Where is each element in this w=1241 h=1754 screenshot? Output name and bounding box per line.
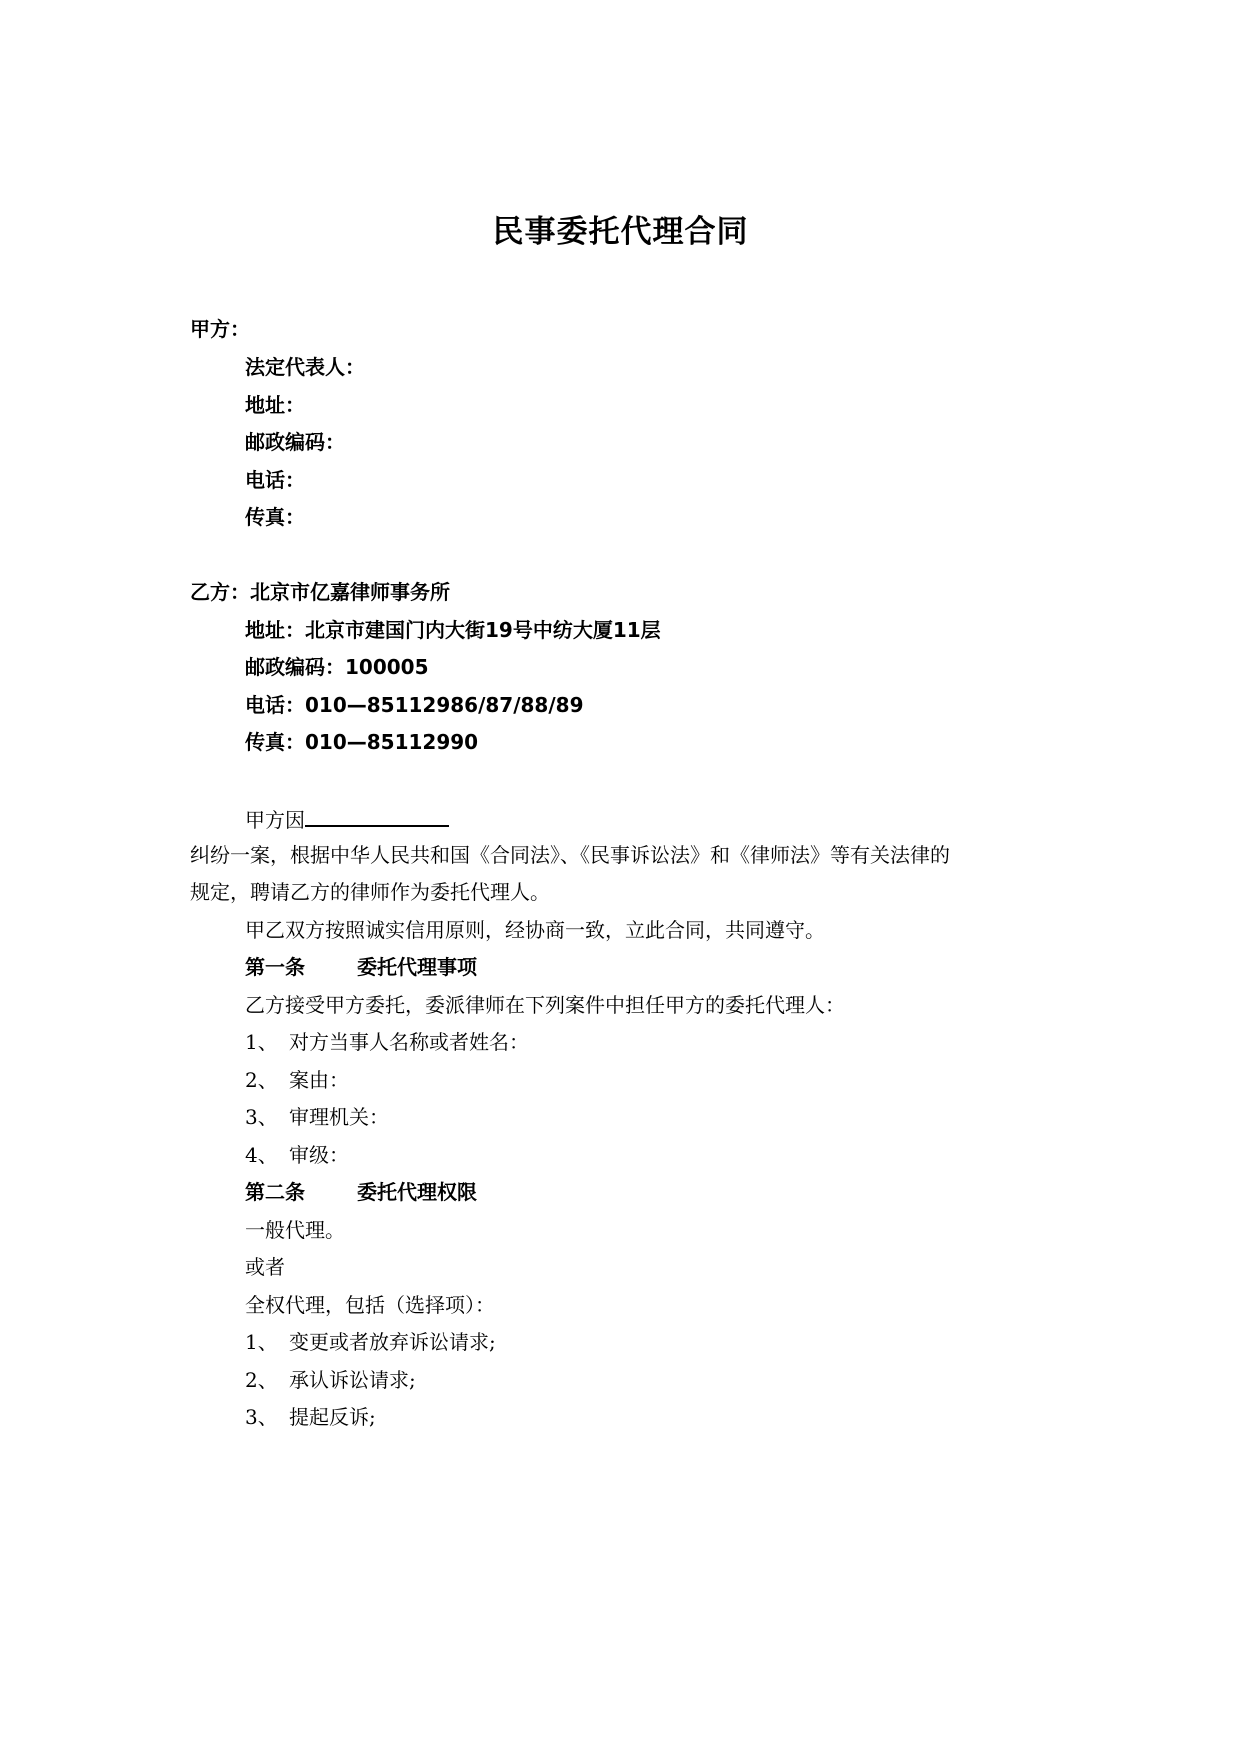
- intro-line-1: [245, 803, 449, 834]
- party-a-label: 甲方：: [190, 317, 250, 341]
- party-a-postcode: 邮政编码：: [245, 430, 345, 454]
- list-item: 3、 审理机关：: [245, 1105, 389, 1129]
- full-agency: 全权代理，包括（选择项）：: [245, 1293, 495, 1317]
- list-item: 2、 案由：: [245, 1068, 349, 1092]
- document-title: 民事委托代理合同: [492, 214, 749, 250]
- intro-line-2: 纠纷一案，根据中华人民共和国《合同法》、《民事诉讼法》和《律师法》等有关法律的: [190, 843, 950, 867]
- article-1-title: 委托代理事项: [357, 955, 477, 979]
- general-agency: 一般代理。: [245, 1218, 345, 1242]
- party-a-legal-rep: 法定代表人：: [245, 355, 365, 379]
- party-b-postcode: 邮政编码：100005: [245, 655, 429, 679]
- list-item: 1、 变更或者放弃诉讼请求;: [245, 1330, 496, 1354]
- or-text: 或者: [245, 1255, 285, 1279]
- list-item: 2、 承认诉讼请求;: [245, 1368, 416, 1392]
- dispute-blank: [305, 803, 449, 827]
- party-b-phone: 电话：010—85112986/87/88/89: [245, 693, 584, 717]
- list-item: 3、 提起反诉;: [245, 1405, 376, 1429]
- party-a-address: 地址：: [245, 393, 305, 417]
- article-2-title: 委托代理权限: [357, 1180, 477, 1204]
- article-2-heading: [245, 1178, 477, 1206]
- intro-line-3: 规定，聘请乙方的律师作为委托代理人。: [190, 880, 550, 904]
- party-a-fax: 传真：: [245, 505, 305, 529]
- list-item: 4、 审级：: [245, 1143, 349, 1167]
- party-b-label: 乙方：北京市亿嘉律师事务所: [190, 580, 450, 604]
- intro-line-4: 甲乙双方按照诚实信用原则，经协商一致，立此合同，共同遵守。: [245, 918, 825, 942]
- article-1-number: 第一条: [245, 955, 305, 979]
- party-b-fax: 传真：010—85112990: [245, 730, 479, 754]
- party-b-address: 地址：北京市建国门内大街19号中纺大厦11层: [245, 618, 661, 642]
- list-item: 1、 对方当事人名称或者姓名：: [245, 1030, 529, 1054]
- article-1-text: 乙方接受甲方委托，委派律师在下列案件中担任甲方的委托代理人：: [245, 993, 845, 1017]
- party-a-phone: 电话：: [245, 468, 305, 492]
- intro-prefix: 甲方因: [245, 808, 305, 832]
- article-1-heading: [245, 953, 477, 981]
- article-2-number: 第二条: [245, 1180, 305, 1204]
